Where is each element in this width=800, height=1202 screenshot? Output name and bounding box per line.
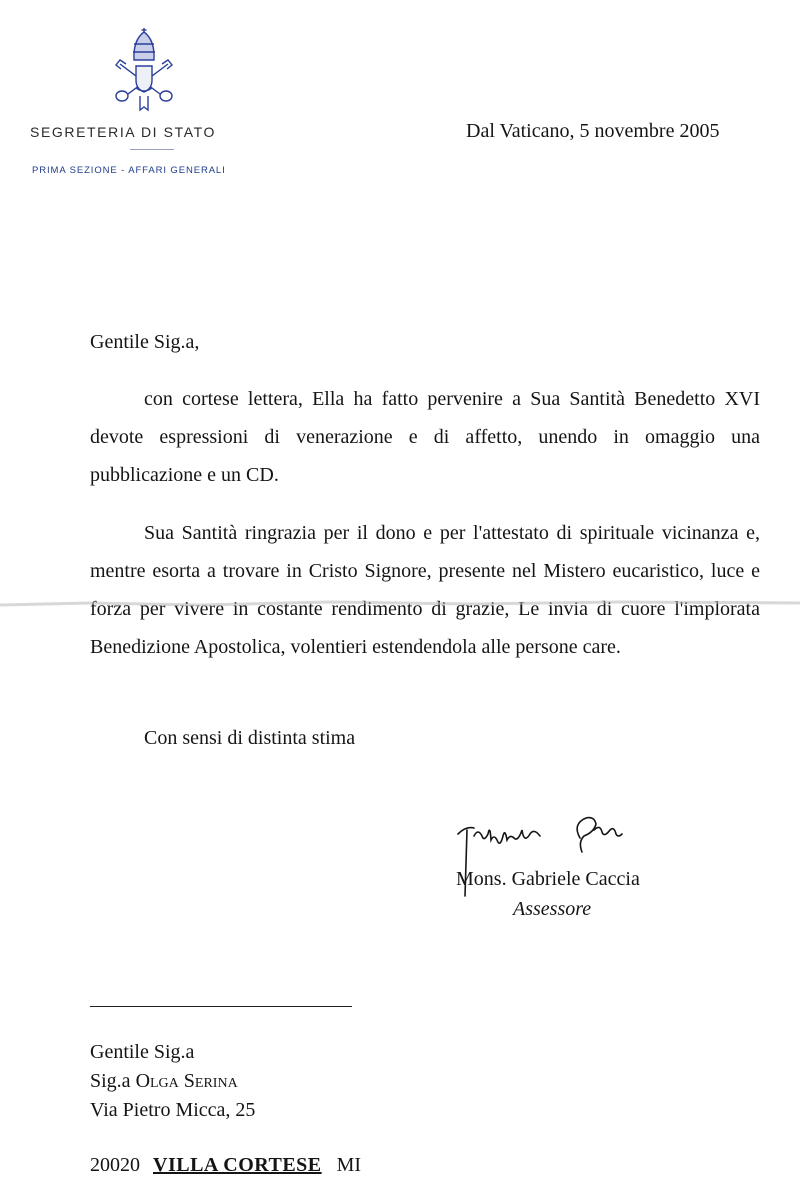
scan-streak <box>0 596 800 612</box>
recipient-prefix: Sig.a <box>90 1070 131 1092</box>
recipient-name-line <box>90 1070 238 1093</box>
postal-code: 20020 <box>90 1154 140 1176</box>
signer-title: Assessore <box>513 898 592 920</box>
office-title: SEGRETERIA DI STATO <box>30 124 216 140</box>
recipient-street: Via Pietro Micca, 25 <box>90 1099 256 1121</box>
dateline: Dal Vaticano, 5 novembre 2005 <box>466 120 720 142</box>
address-divider <box>90 1006 352 1007</box>
closing-line: Con sensi di distinta stima <box>144 727 356 749</box>
recipient-city-line <box>90 1154 361 1177</box>
papal-coat-of-arms-icon <box>112 26 176 114</box>
letterhead-divider <box>130 149 174 150</box>
recipient-greeting: Gentile Sig.a <box>90 1041 195 1063</box>
salutation: Gentile Sig.a, <box>90 331 200 353</box>
office-section: PRIMA SEZIONE - AFFARI GENERALI <box>32 165 226 176</box>
recipient-name: Olga Serina <box>135 1070 238 1092</box>
paragraph: con cortese lettera, Ella ha fatto pervenire a Sua Santità Benedetto XVI devote espressioni di venerazione e di affetto, unendo in omaggio una pubblicazione e un CD. <box>90 388 760 486</box>
province: MI <box>336 1154 362 1176</box>
signer-name: Mons. Gabriele Caccia <box>456 868 640 890</box>
paragraph: Sua Santità ringrazia per il dono e per l'attestato di spirituale vicinanza e, mentre esorta a trovare in Cristo Signore, presente nel Mistero eucaristico, luce e forza per vivere in costante rendimento di grazie, Le invia di cuore l'implorata Benedizione Apostolica, volentieri estendendola alle persone care. <box>90 522 760 658</box>
city: VILLA CORTESE <box>153 1154 322 1176</box>
